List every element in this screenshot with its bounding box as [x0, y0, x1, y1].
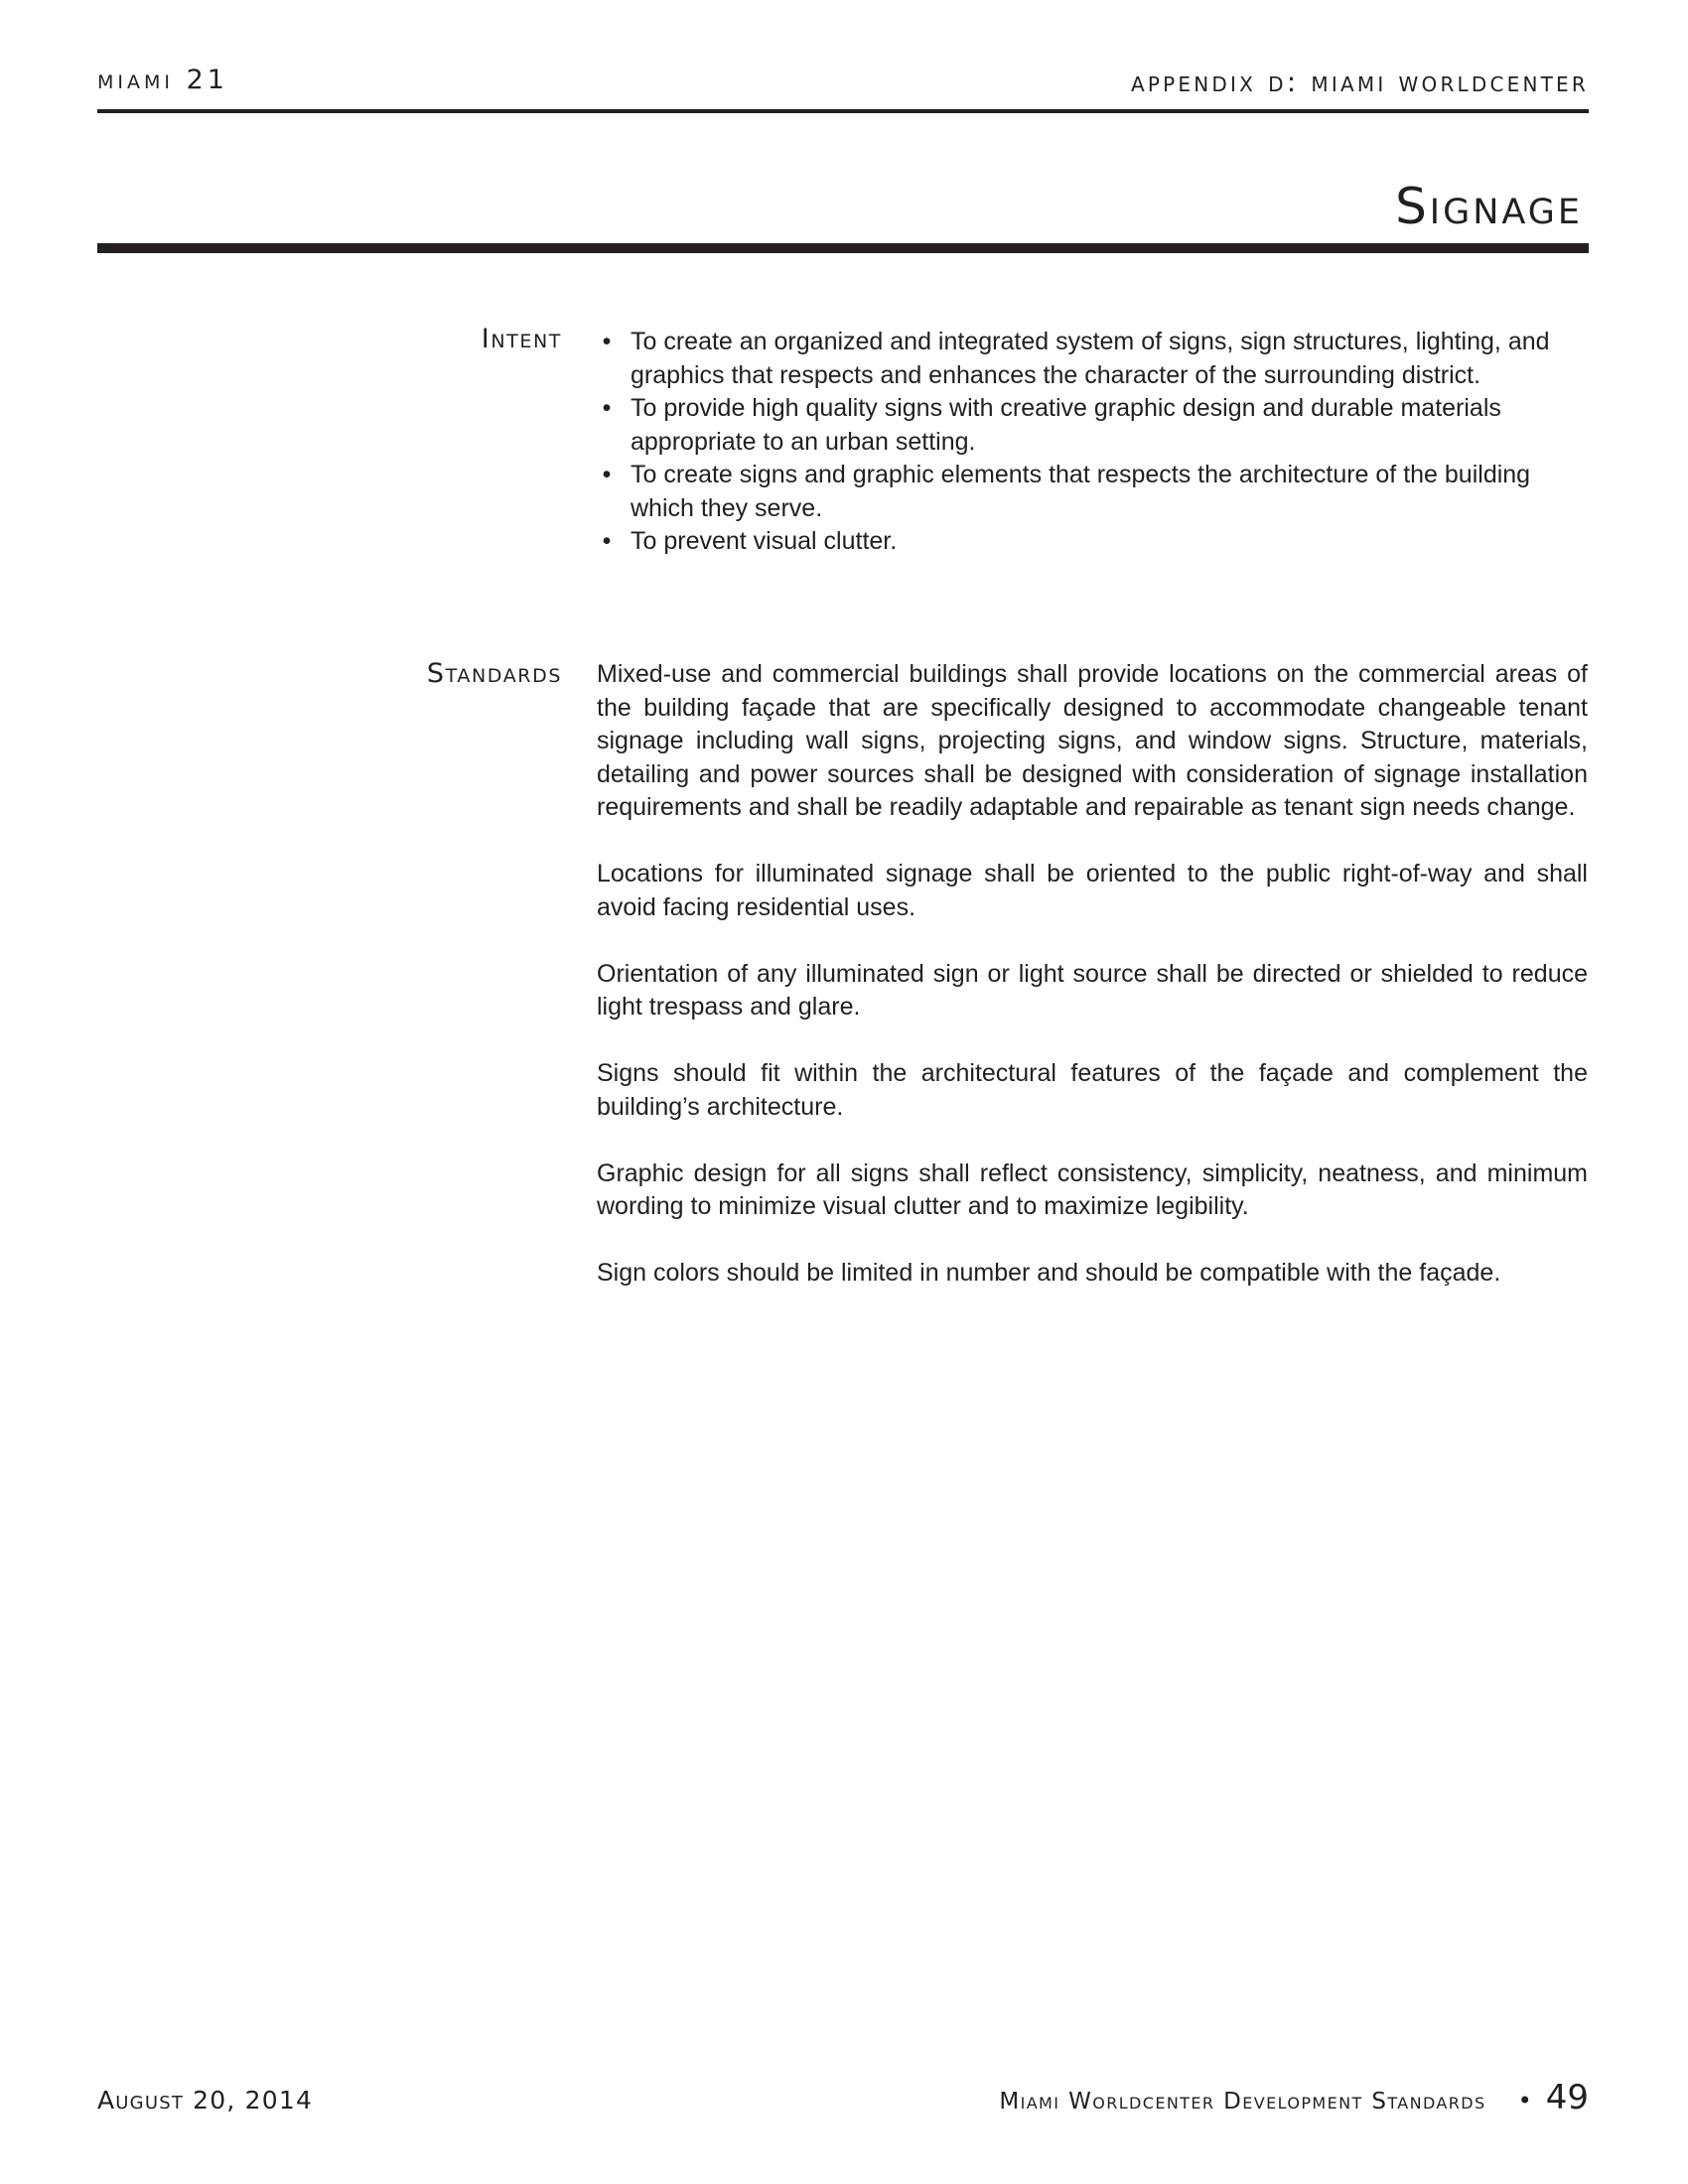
footer-separator: •	[1517, 2087, 1532, 2115]
footer-right	[999, 2078, 1589, 2117]
intent-bullet-item	[594, 525, 1597, 559]
standards-paragraph: Mixed-use and commercial buildings shall provide locations on the commercial areas of the building façade that are specifically designed to accommodate changeable tenant signage including wall signs, projecting signs, and window signs. Structure, materials, detailing and power sources shall be designed with consideration of signage installation requirements and shall be readily adaptable and repairable as tenant sign needs change.	[597, 660, 1588, 821]
intent-bullet-item	[594, 392, 1597, 459]
page-number: 49	[1545, 2078, 1589, 2117]
footer-document-title: Miami Worldcenter Development Standards	[999, 2089, 1486, 2115]
bullet-icon: •	[602, 527, 612, 555]
intent-bullet-item	[594, 326, 1597, 392]
standards-label: Standards	[426, 658, 562, 689]
footer-date: August 20, 2014	[97, 2086, 314, 2115]
document-name: miami 21	[97, 65, 228, 95]
section-title: Signage	[1395, 178, 1583, 235]
standards-paragraph: Sign colors should be limited in number and should be compatible with the façade.	[597, 1259, 1501, 1287]
section-title-rule	[97, 243, 1589, 253]
standards-paragraph: Locations for illuminated signage shall be oriented to the public right-of-way and shall avoid facing residential uses.	[597, 860, 1588, 921]
intent-bullet-text: To provide high quality signs with creative graphic design and durable materials appropriate to an urban setting.	[631, 394, 1501, 456]
intent-bullet-text: To create signs and graphic elements that respects the architecture of the building which they serve.	[631, 461, 1531, 522]
standards-paragraph: Orientation of any illuminated sign or light source shall be directed or shielded to reduce light trespass and glare.	[597, 959, 1588, 1021]
intent-bullet-item	[594, 459, 1597, 525]
running-header-right: appendix d: miami worldcenter	[1131, 66, 1589, 98]
running-header-left	[97, 58, 228, 100]
intent-label: Intent	[481, 324, 562, 354]
standards-body	[597, 658, 1588, 1323]
standards-paragraph: Graphic design for all signs shall reflect consistency, simplicity, neatness, and minimum wording to minimize visual clutter and to maximize legibility.	[597, 1159, 1588, 1220]
bullet-icon: •	[602, 394, 612, 422]
bullet-icon: •	[602, 461, 612, 488]
intent-bullet-text: To create an organized and integrated system of signs, sign structures, lighting, and graphics that respects and enhances the character of the surrounding district.	[631, 328, 1550, 389]
bullet-icon: •	[602, 328, 612, 355]
intent-bullet-text: To prevent visual clutter.	[631, 527, 898, 555]
header-rule	[97, 109, 1589, 113]
intent-bullet-list	[594, 326, 1597, 559]
standards-paragraph: Signs should fit within the architectural features of the façade and complement the building’s architecture.	[597, 1059, 1588, 1121]
